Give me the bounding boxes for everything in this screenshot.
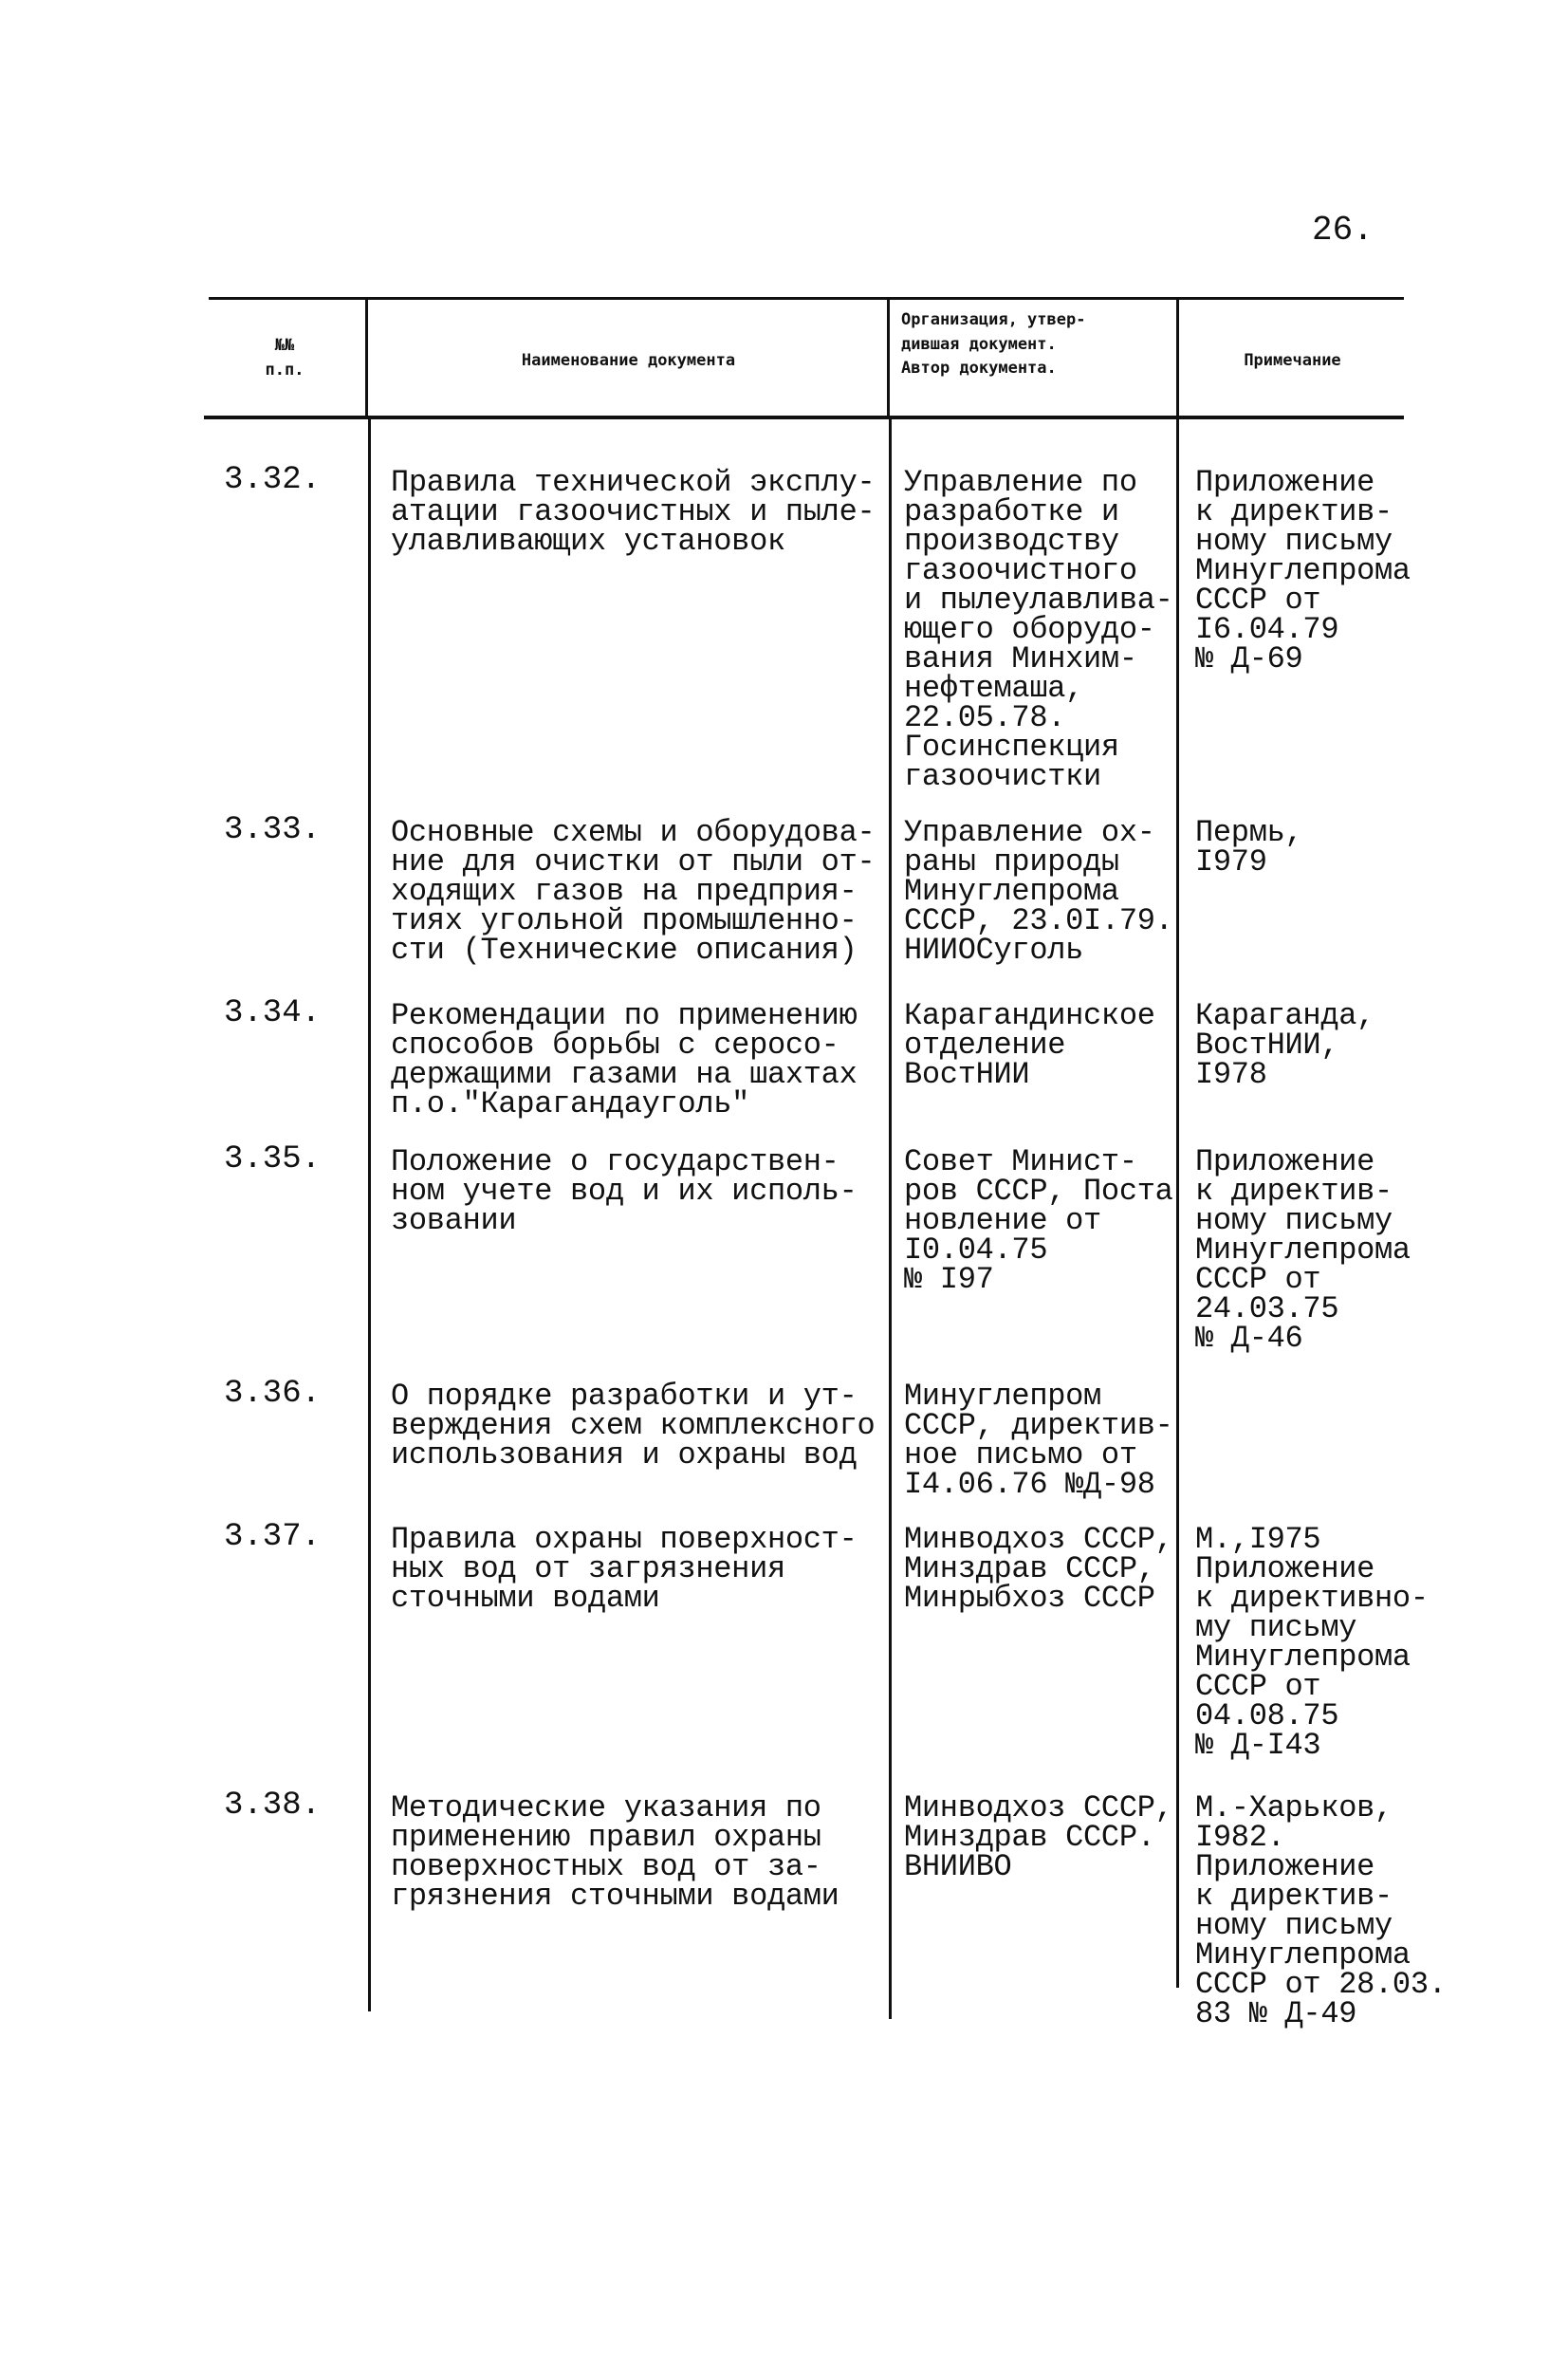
document-name: Положение о государствен- ном учете вод и их исполь- зовании [391,1144,858,1238]
header-divider [887,299,890,417]
column-divider [1176,417,1179,1988]
document-name: Правила охраны поверхност- ных вод от загрязнения сточными водами [391,1522,858,1616]
document-organization: Совет Минист- ров СССР, Поста новление от I0.04.75 № I97 [904,1144,1173,1297]
column-divider [368,417,371,2011]
row-number: 3.37. [224,1519,322,1555]
header-note: Примечание [1244,351,1341,370]
header-org: Организация, утвер- дившая документ. Автор документа. [901,310,1086,378]
document-name: Методические указания по применению правил охраны поверхностных вод от за- грязнения сточными водами [391,1790,839,1914]
document-note: Приложение к директив- ному письму Минуглепрома СССР от I6.04.79 № Д-69 [1195,465,1411,676]
document-name: Основные схемы и оборудова- ние для очистки от пыли от- ходящих газов на предприя- тиях угольной промышленно- сти (Технические описания) [391,815,876,968]
document-note: Пермь, I979 [1195,815,1303,880]
row-number: 3.35. [224,1141,322,1177]
header-num: №№ п.п. [265,336,304,380]
document-note: Караганда, ВостНИИ, I978 [1195,998,1375,1092]
document-note: М.,I975 Приложение к директивно- му письму Минуглепрома СССР от 04.08.75 № Д-I43 [1195,1522,1429,1763]
row-number: 3.38. [224,1788,322,1824]
table-header-rule [204,416,1404,419]
row-number: 3.32. [224,462,322,498]
document-organization: Карагандинское отделение ВостНИИ [904,998,1155,1092]
document-organization: Управление ох- раны природы Минуглепрома СССР, 23.0I.79. НИИОСуголь [904,815,1173,968]
document-organization: Минводхоз СССР, Минздрав СССР. ВНИИВО [904,1790,1173,1884]
document-name: О порядке разработки и ут- верждения схем комплексного использования и охраны вод [391,1379,876,1473]
row-number: 3.36. [224,1376,322,1412]
document-note: Приложение к директив- ному письму Минуглепрома СССР от 24.03.75 № Д-46 [1195,1144,1411,1356]
column-divider [889,417,892,2019]
document-organization: Управление по разработке и производству газоочистного и пылеулавлива- ющего оборудо- вания Минхим- нефтемаша, 22.05.78. Госинспекция газоочистки [904,465,1173,794]
header-divider [365,299,368,417]
document-note: М.-Харьков, I982. Приложение к директив- ному письму Минуглепрома СССР от 28.03. 83 № Д-49 [1195,1790,1447,2031]
document-organization: Минводхоз СССР, Минздрав СССР, Минрыбхоз СССР [904,1522,1173,1616]
row-number: 3.33. [224,812,322,848]
table-top-rule [209,297,1404,300]
document-name: Правила технической эксплу- атации газоочистных и пыле- улавливающих установок [391,465,876,559]
header-name: Наименование документа [521,351,736,370]
document-name: Рекомендации по применению способов борьбы с серосо- держащими газами на шахтах п.о."Карагандауголь" [391,998,858,1121]
row-number: 3.34. [224,995,322,1031]
page-number: 26. [1312,211,1374,250]
document-organization: Минуглепром СССР, директив- ное письмо от I4.06.76 №Д-98 [904,1379,1173,1502]
